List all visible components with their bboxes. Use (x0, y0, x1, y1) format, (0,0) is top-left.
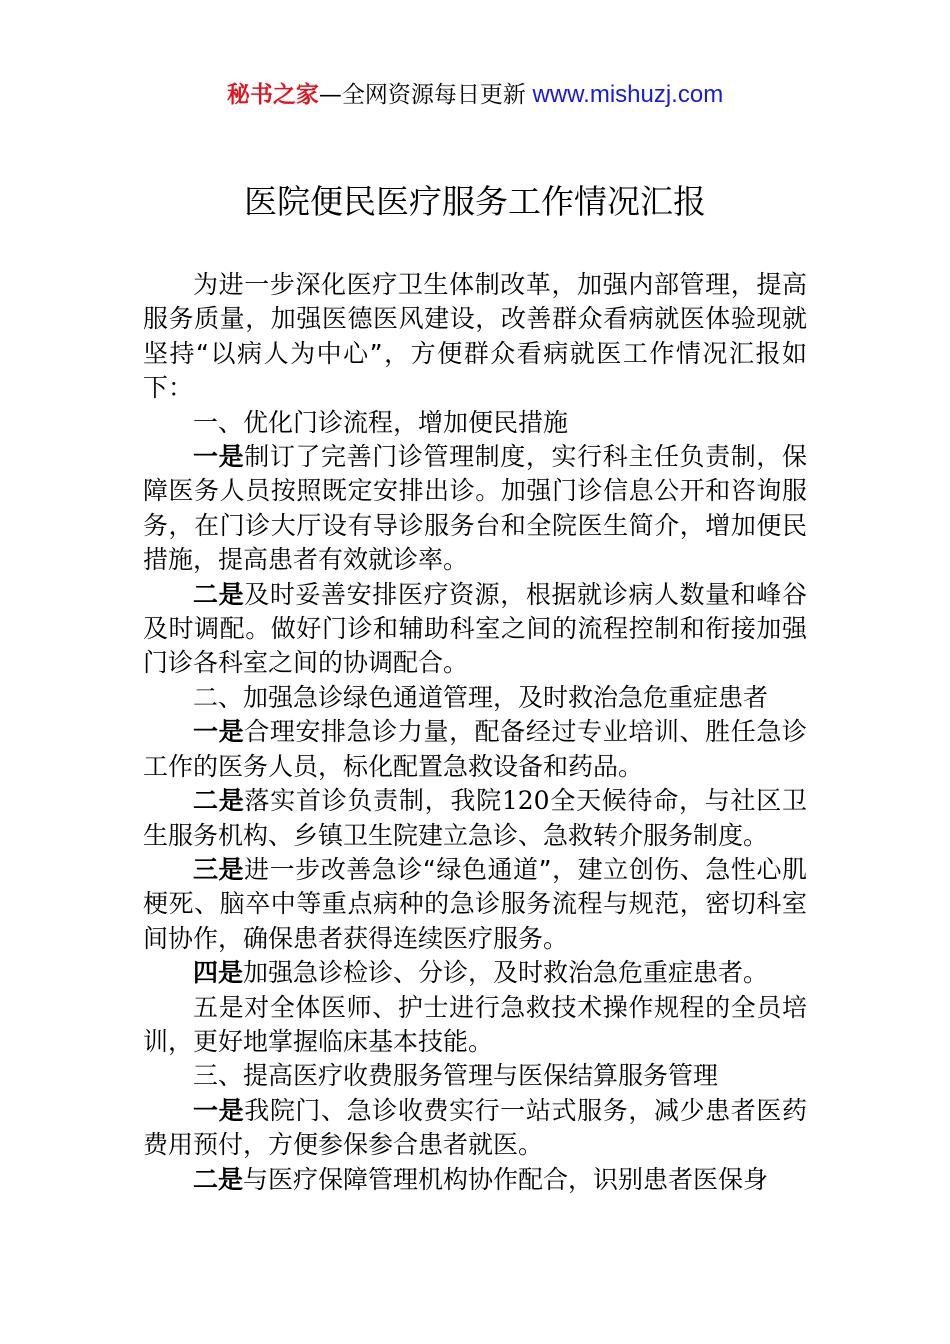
item-text: 进一步改善急诊“绿色通道”，建立创伤、急性心肌梗死、脑卒中等重点病种的急诊服务流程与规范，密切科室间协作，确保患者获得连续医疗服务。 (143, 854, 807, 953)
section3-item-1 (143, 1094, 807, 1163)
item-text: 合理安排急诊力量，配备经过专业培训、胜任急诊工作的医务人员，标化配置急救设备和药品。 (143, 717, 807, 781)
section2-item-2 (143, 784, 807, 853)
section3-item-2 (143, 1163, 807, 1197)
item-text: 加强急诊检诊、分诊，及时救治急危重症患者。 (243, 958, 769, 988)
section1-item-2 (143, 578, 807, 681)
item-lead: 一是 (193, 1095, 245, 1125)
item-lead: 二是 (193, 786, 245, 816)
section2-item-3 (143, 853, 807, 956)
item-text: 与医疗保障管理机构协作配合，识别患者医保身 (243, 1164, 769, 1194)
item-text: 我院门、急诊收费实行一站式服务，减少患者医药费用预付，方便参保参合患者就医。 (143, 1095, 807, 1160)
item-text: 落实首诊负责制，我院 (244, 786, 502, 816)
item-lead: 二是 (193, 579, 245, 609)
section-heading-1: 一、优化门诊流程，增加便民措施 (193, 407, 569, 437)
brand-name: 秘书之家 (226, 82, 319, 108)
item-lead: 一是 (193, 717, 245, 747)
item-text: 全天候待命，与社区卫生服务机构、乡镇卫生院建立急诊、急救转介服务制度。 (143, 786, 807, 850)
section-heading-3: 三、提高医疗收费服务管理与医保结算服务管理 (193, 1061, 719, 1091)
item-lead: 四是 (193, 958, 244, 988)
emergency-number: 120 (501, 786, 550, 816)
section2-item-5: 五是对全体医师、护士进行急救技术操作规程的全员培训，更好地掌握临床基本技能。 (143, 992, 807, 1056)
section2-item-1 (143, 715, 807, 784)
document-title: 医院便民医疗服务工作情况汇报 (244, 182, 706, 221)
item-lead: 二是 (193, 1164, 244, 1194)
item-text: 制订了完善门诊管理制度，实行科主任负责制，保障医务人员按照既定安排出诊。加强门诊信息公开和咨询服务，在门诊大厅设有导诊服务台和全院医生简介，增加便民措施，提高患者有效就诊率。 (143, 442, 807, 575)
site-url-link[interactable]: www.mishuzj.com (525, 81, 724, 108)
banner-tagline: —全网资源每日更新 (318, 82, 526, 108)
item-text: 及时妥善安排医疗资源，根据就诊病人数量和峰谷及时调配。做好门诊和辅助科室之间的流程控制和衔接加强门诊各科室之间的协调配合。 (143, 579, 807, 678)
item-lead: 一是 (193, 442, 245, 472)
document-body (143, 268, 807, 1197)
intro-paragraph: 为进一步深化医疗卫生体制改革，加强内部管理，提高服务质量，加强医德医风建设，改善群众看病就医体验现就坚持“以病人为中心”，方便群众看病就医工作情况汇报如下： (143, 270, 807, 403)
section-heading-2: 二、加强急诊绿色通道管理，及时救治急危重症患者 (193, 682, 769, 712)
section2-item-4 (143, 956, 807, 990)
section1-item-1 (143, 440, 807, 578)
site-banner (0, 78, 950, 112)
item-lead: 三是 (193, 854, 245, 884)
